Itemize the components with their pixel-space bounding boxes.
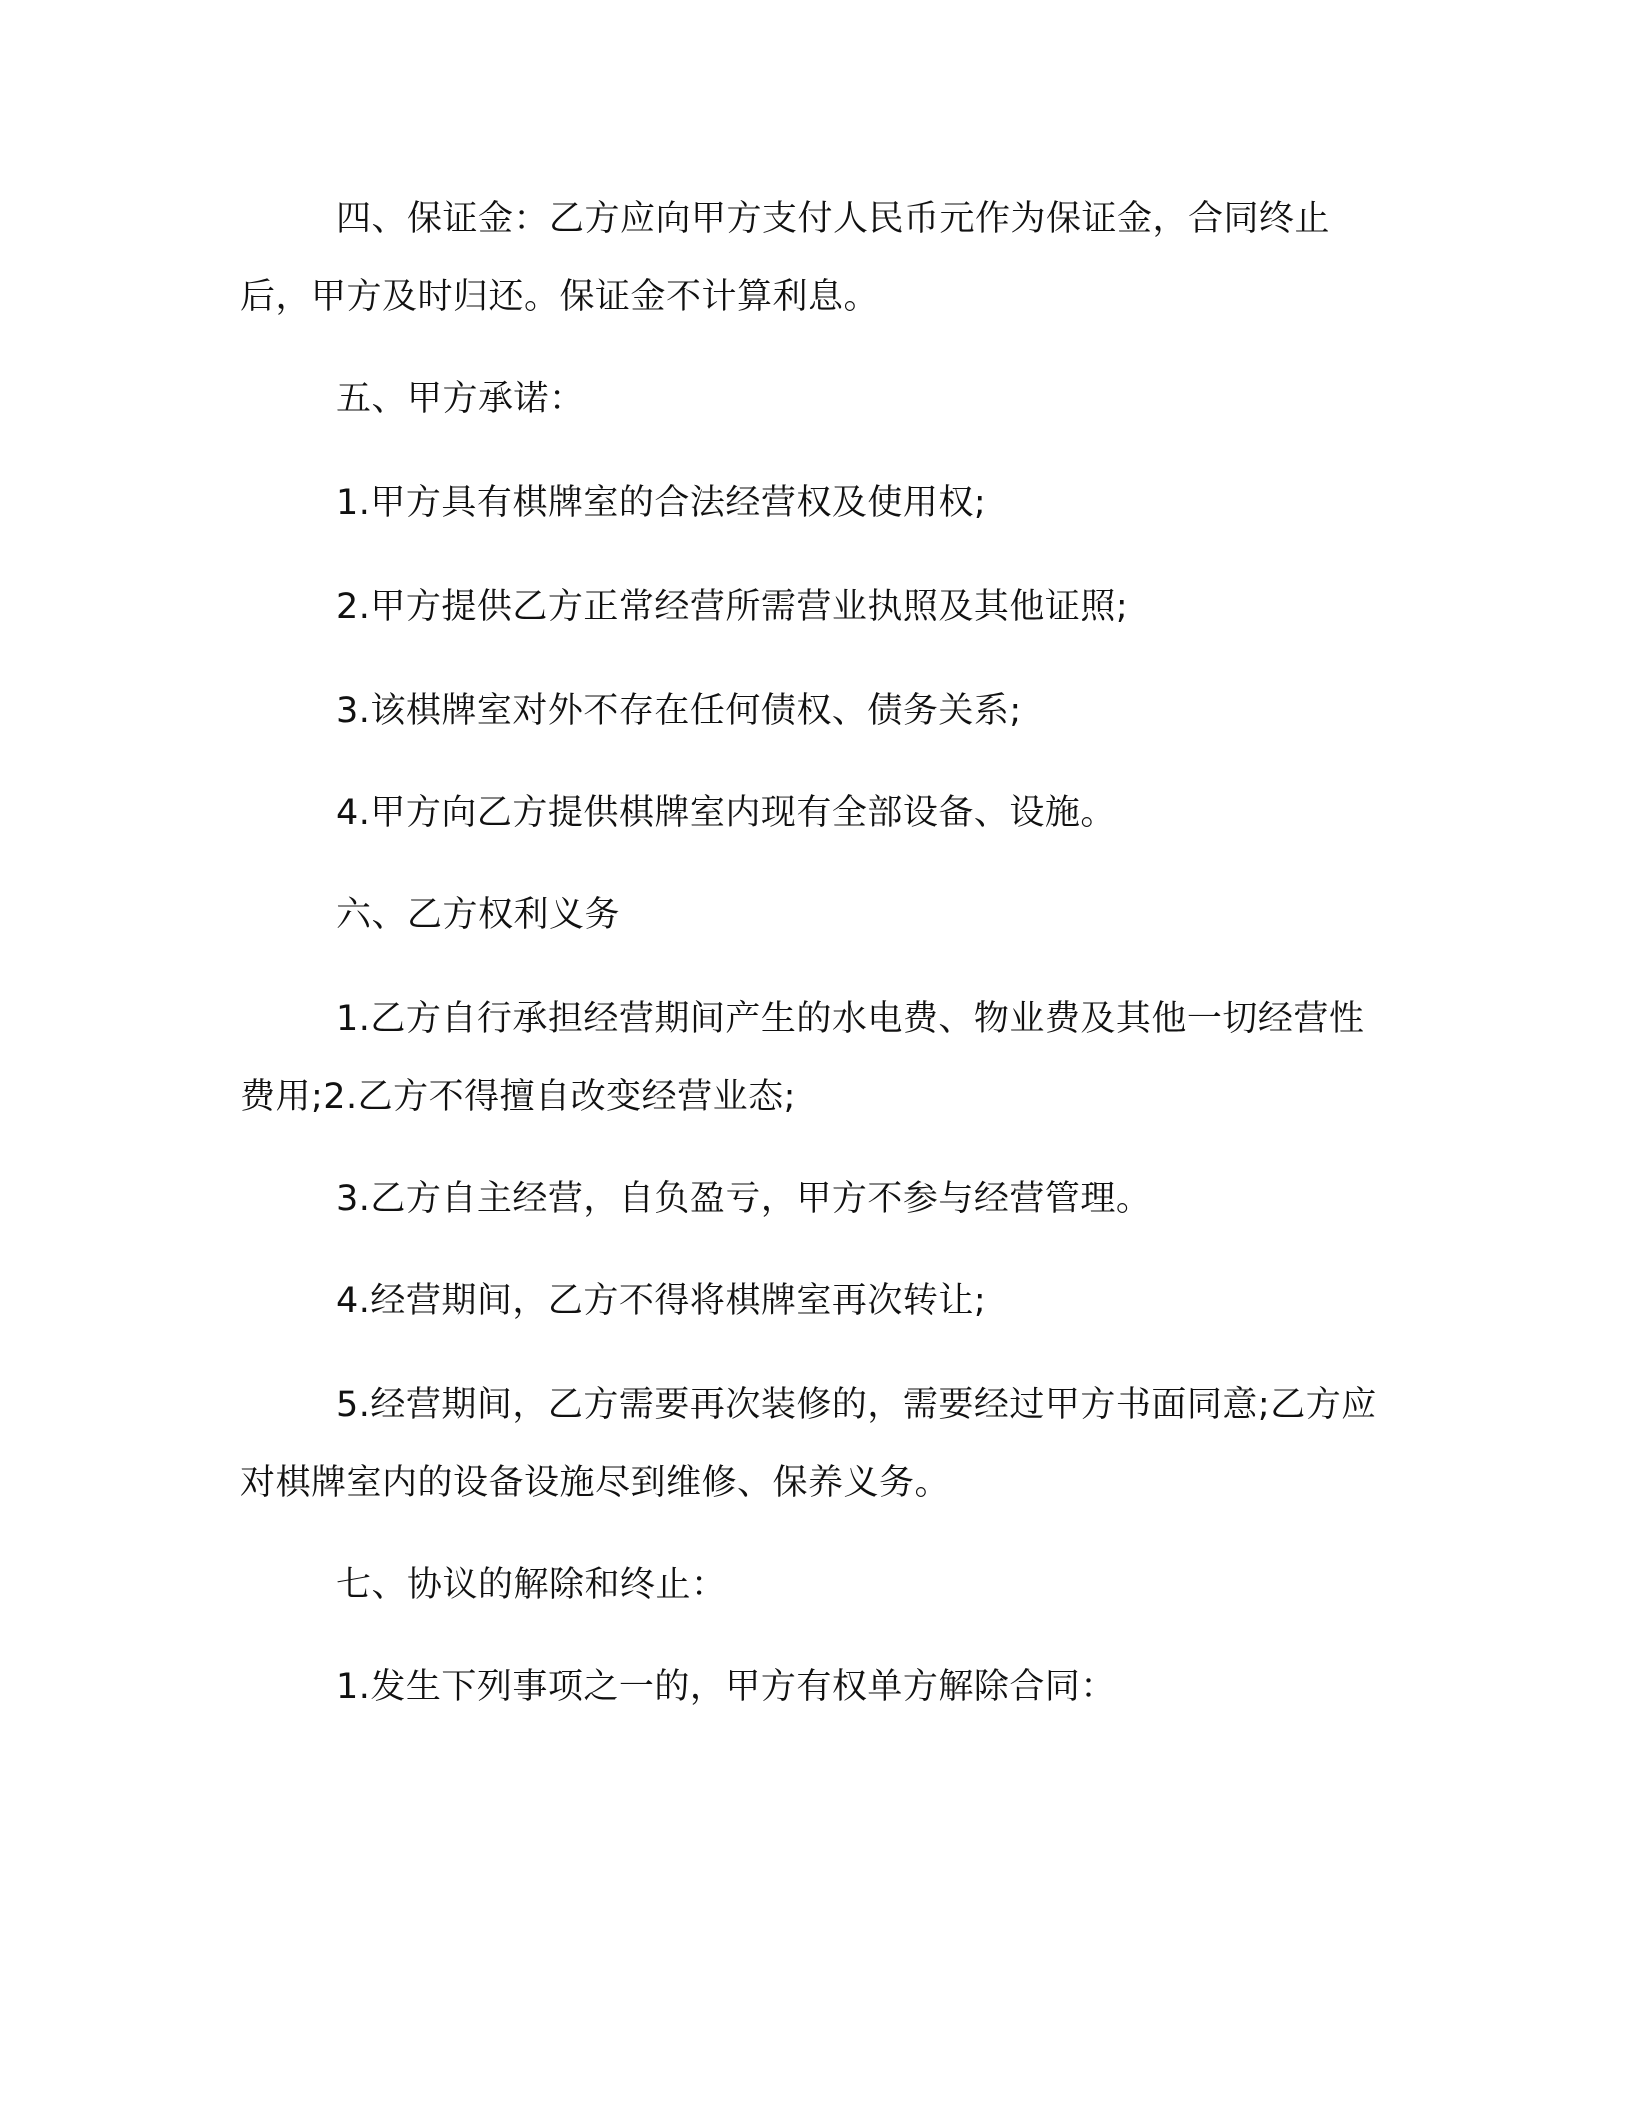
paragraph-commitment-1: 1.甲方具有棋牌室的合法经营权及使用权; — [336, 483, 987, 523]
paragraph-termination-1: 1.发生下列事项之一的，甲方有权单方解除合同： — [336, 1667, 1116, 1707]
paragraph-right-1-2: 1.乙方自行承担经营期间产生的水电费、物业费及其他一切经营性费用;2.乙方不得擅自改变经营业态; — [240, 999, 1365, 1117]
paragraph-right-5: 5.经营期间，乙方需要再次装修的，需要经过甲方书面同意;乙方应对棋牌室内的设备设施尽到维修、保养义务。 — [240, 1385, 1377, 1503]
paragraph-right-4: 4.经营期间，乙方不得将棋牌室再次转让; — [336, 1281, 987, 1321]
heading-party-a-commitments: 五、甲方承诺： — [336, 379, 585, 419]
paragraph-commitment-4: 4.甲方向乙方提供棋牌室内现有全部设备、设施。 — [336, 793, 1116, 833]
paragraph-commitment-2: 2.甲方提供乙方正常经营所需营业执照及其他证照; — [336, 587, 1129, 627]
paragraph-right-3: 3.乙方自主经营，自负盈亏，甲方不参与经营管理。 — [336, 1179, 1152, 1219]
paragraph-commitment-3: 3.该棋牌室对外不存在任何债权、债务关系; — [336, 691, 1022, 731]
heading-party-b-rights: 六、乙方权利义务 — [336, 895, 621, 935]
heading-termination: 七、协议的解除和终止： — [336, 1565, 727, 1605]
paragraph-deposit: 四、保证金：乙方应向甲方支付人民币元作为保证金，合同终止后，甲方及时归还。保证金不计算利息。 — [240, 199, 1331, 317]
